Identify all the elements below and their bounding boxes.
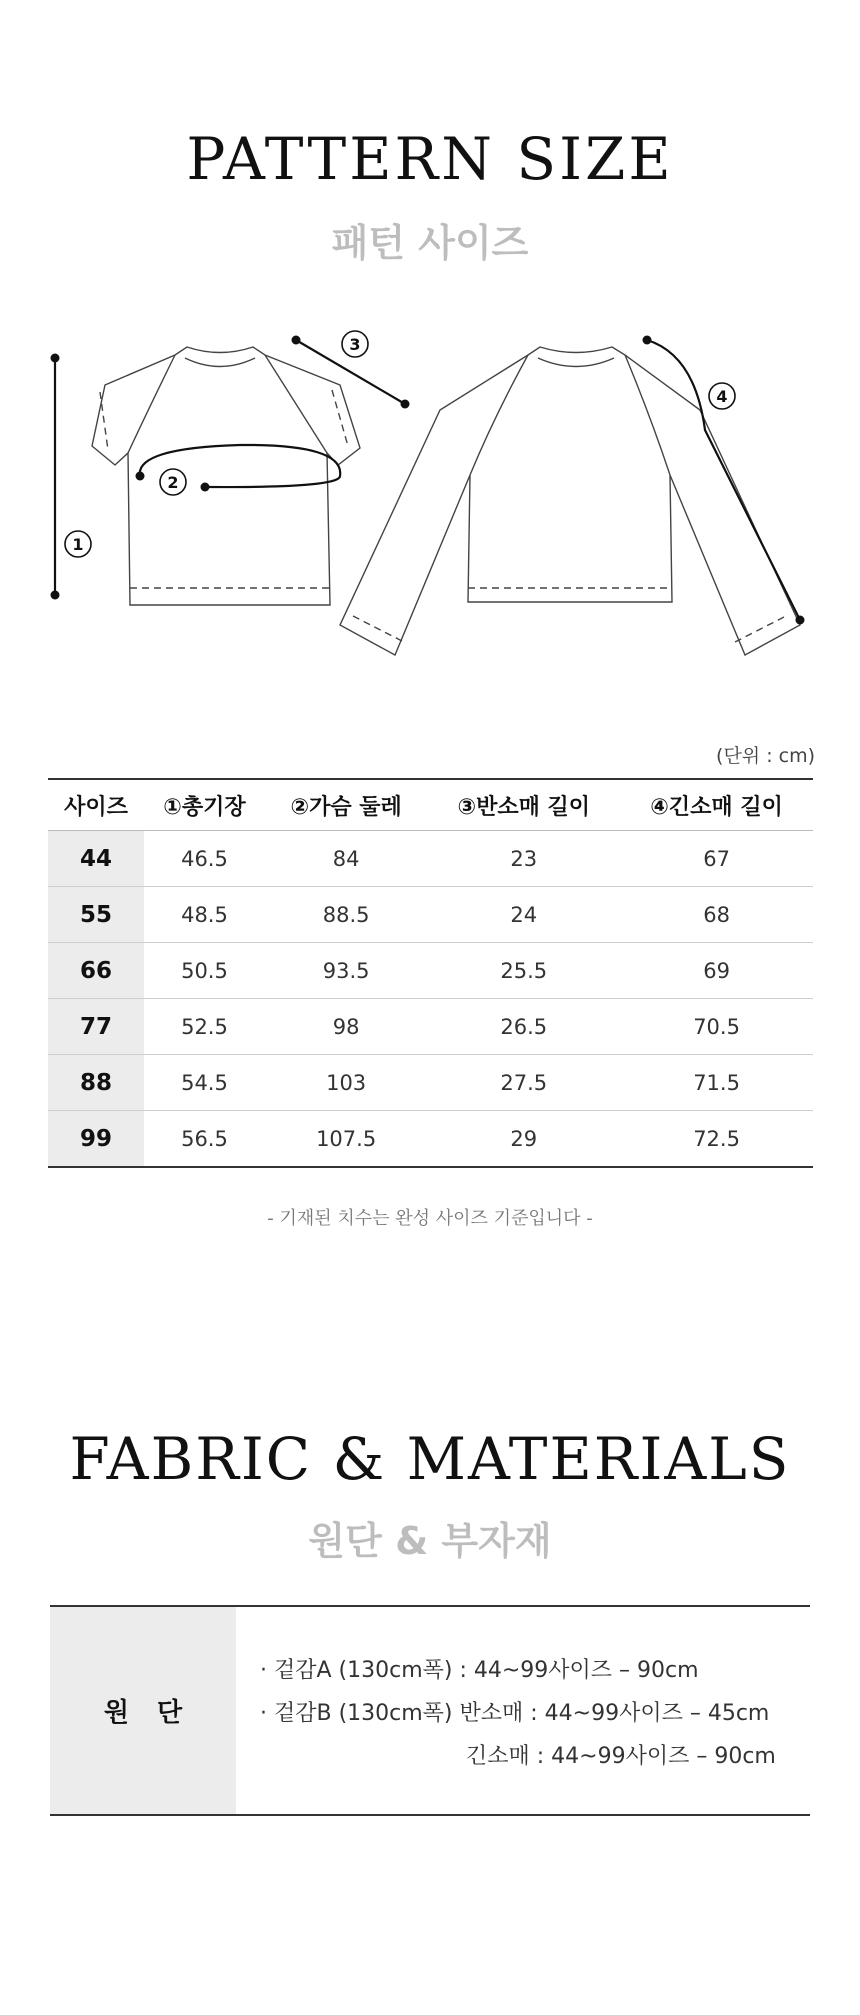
long-cuff-stitch xyxy=(353,615,788,642)
long-raglan-seam-right xyxy=(625,355,670,475)
table-cell: 52.5 xyxy=(144,999,265,1055)
table-cell: 93.5 xyxy=(265,943,427,999)
size-cell: 99 xyxy=(48,1111,144,1168)
marker-4: 4 xyxy=(716,387,728,406)
garment-pattern-diagram xyxy=(40,320,830,680)
table-cell: 25.5 xyxy=(427,943,620,999)
pattern-size-title: PATTERN SIZE xyxy=(186,125,674,193)
table-cell: 88.5 xyxy=(265,887,427,943)
table-cell: 67 xyxy=(620,831,813,887)
size-table xyxy=(48,778,813,1168)
marker-2: 2 xyxy=(167,473,179,492)
header-long-sleeve: ④긴소매 길이 xyxy=(620,779,813,831)
table-cell: 69 xyxy=(620,943,813,999)
short-collar xyxy=(185,358,255,367)
table-cell: 46.5 xyxy=(144,831,265,887)
table-cell: 103 xyxy=(265,1055,427,1111)
table-row xyxy=(48,1111,813,1168)
fabric-line-a: · 겉감A (130cm폭) : 44~99사이즈 – 90cm xyxy=(260,1658,699,1683)
fabric-row-label: 원단 xyxy=(50,1607,236,1814)
table-cell: 50.5 xyxy=(144,943,265,999)
header-short-sleeve: ③반소매 길이 xyxy=(427,779,620,831)
table-cell: 68 xyxy=(620,887,813,943)
pattern-size-subtitle: 패턴 사이즈 xyxy=(331,221,529,265)
marker-3: 3 xyxy=(349,335,361,354)
fabric-line-b-long: 긴소매 : 44~99사이즈 – 90cm xyxy=(466,1744,776,1769)
marker-1: 1 xyxy=(72,535,84,554)
short-raglan-seam-left xyxy=(128,355,175,453)
fabric-table xyxy=(50,1605,810,1816)
table-cell: 107.5 xyxy=(265,1111,427,1168)
size-note: - 기재된 치수는 완성 사이즈 기준입니다 - xyxy=(267,1208,593,1229)
header-size: 사이즈 xyxy=(48,779,144,831)
fabric-materials-subtitle: 원단 & 부자재 xyxy=(308,1519,552,1563)
short-raglan-seam-right xyxy=(265,355,327,453)
size-cell: 55 xyxy=(48,887,144,943)
table-row xyxy=(48,1055,813,1111)
header-total-length: ①총기장 xyxy=(144,779,265,831)
fabric-details xyxy=(260,1649,810,1778)
header-chest: ②가슴 둘레 xyxy=(265,779,427,831)
size-cell: 77 xyxy=(48,999,144,1055)
table-row xyxy=(48,999,813,1055)
table-row xyxy=(48,831,813,887)
short-sleeve-top-outline xyxy=(92,347,360,605)
table-row xyxy=(48,887,813,943)
long-collar xyxy=(538,358,614,367)
table-cell: 70.5 xyxy=(620,999,813,1055)
table-row xyxy=(48,943,813,999)
table-cell: 56.5 xyxy=(144,1111,265,1168)
table-cell: 48.5 xyxy=(144,887,265,943)
table-cell: 84 xyxy=(265,831,427,887)
table-cell: 23 xyxy=(427,831,620,887)
table-cell: 98 xyxy=(265,999,427,1055)
short-sleeve-stitch xyxy=(100,390,348,450)
unit-label: (단위 : cm) xyxy=(716,745,815,767)
table-cell: 27.5 xyxy=(427,1055,620,1111)
table-cell: 71.5 xyxy=(620,1055,813,1111)
size-cell: 44 xyxy=(48,831,144,887)
table-cell: 54.5 xyxy=(144,1055,265,1111)
table-cell: 72.5 xyxy=(620,1111,813,1168)
size-cell: 66 xyxy=(48,943,144,999)
table-cell: 26.5 xyxy=(427,999,620,1055)
fabric-line-b: · 겉감B (130cm폭) 반소매 : 44~99사이즈 – 45cm xyxy=(260,1701,770,1726)
size-table-header-row xyxy=(48,779,813,831)
table-cell: 24 xyxy=(427,887,620,943)
table-cell: 29 xyxy=(427,1111,620,1168)
fabric-materials-title: FABRIC & MATERIALS xyxy=(69,1425,791,1493)
size-cell: 88 xyxy=(48,1055,144,1111)
